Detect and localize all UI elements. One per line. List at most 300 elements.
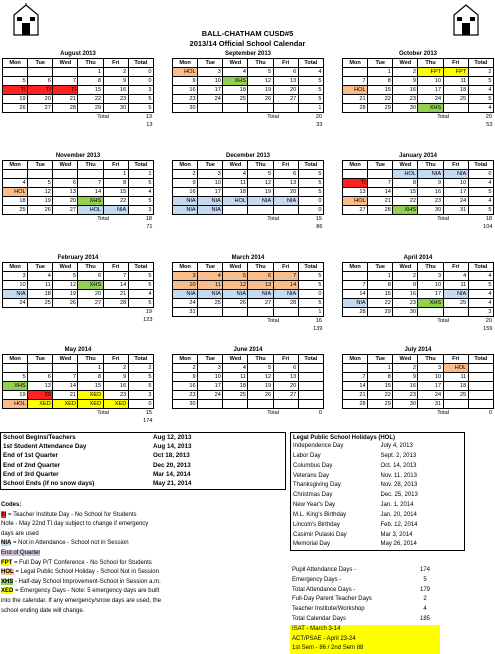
weekday-header: Thu <box>418 263 443 272</box>
day-cell: 1 <box>78 364 103 373</box>
stat-row <box>290 576 495 586</box>
day-cell: 4 <box>223 170 248 179</box>
weekday-header: Thu <box>418 161 443 170</box>
month-name: May 2014 <box>64 347 92 353</box>
stat-row <box>290 586 495 596</box>
holiday-name: Lincoln's Birthday <box>293 521 340 528</box>
week-total: 5 <box>468 95 493 104</box>
day-cell: 26 <box>223 299 248 308</box>
week-total: 3 <box>128 206 153 215</box>
code-description: End of Quarter <box>1 549 41 556</box>
day-cell: NIA <box>223 290 248 299</box>
day-cell: 21 <box>53 95 78 104</box>
week-row <box>3 68 154 77</box>
week-total: 1 <box>128 170 153 179</box>
week-row <box>343 364 494 373</box>
weekday-header: Tue <box>198 355 223 364</box>
day-cell: 23 <box>393 391 418 400</box>
week-row <box>3 86 154 95</box>
weekday-header: Total <box>468 355 493 364</box>
day-cell: 5 <box>248 170 273 179</box>
week-row <box>343 299 494 308</box>
day-cell: 25 <box>28 299 53 308</box>
weekday-header: Tue <box>368 355 393 364</box>
code-key: NIA <box>1 540 12 547</box>
stat-value: 5 <box>423 576 427 583</box>
day-cell: 11 <box>443 281 468 290</box>
week-total <box>298 400 323 409</box>
key-date-row <box>1 442 194 451</box>
weekday-header: Total <box>298 263 323 272</box>
week-total: 4 <box>468 197 493 206</box>
day-cell: 21 <box>368 197 393 206</box>
week-row <box>173 281 324 290</box>
day-cell: 1 <box>78 68 103 77</box>
day-cell: NIA <box>103 206 128 215</box>
weekday-header: Tue <box>28 59 53 68</box>
holiday-date: Jan. 1, 2014 <box>380 502 414 509</box>
weekday-header: Total <box>128 263 153 272</box>
day-cell: 22 <box>368 95 393 104</box>
day-cell: 23 <box>173 391 198 400</box>
day-cell: NIA <box>418 170 443 179</box>
day-cell: 6 <box>53 179 78 188</box>
week-row <box>3 77 154 86</box>
day-cell: 23 <box>173 95 198 104</box>
month-calendar <box>342 254 494 333</box>
day-cell: 29 <box>368 308 393 317</box>
code-row <box>0 520 290 530</box>
week-total <box>298 382 323 391</box>
day-cell: 9 <box>173 373 198 382</box>
key-date-value: Aug 12, 2013 <box>153 434 192 442</box>
day-cell: 2 <box>173 364 198 373</box>
code-description: into the calendar. If any emergency/snow days are used, the <box>1 597 162 604</box>
month-calendar <box>342 346 494 425</box>
day-cell: HOL <box>3 400 28 409</box>
code-row <box>0 539 290 549</box>
day-cell: 7 <box>53 373 78 382</box>
day-cell: 15 <box>368 382 393 391</box>
day-cell: 10 <box>418 77 443 86</box>
week-row <box>173 188 324 197</box>
day-cell <box>53 68 78 77</box>
cumulative-total: 159 <box>483 326 493 333</box>
code-description: Note - May 22nd TI day subject to change if emergency <box>1 521 149 528</box>
weekday-header: Thu <box>248 263 273 272</box>
month-total: 20 <box>485 318 492 325</box>
week-row <box>343 179 494 188</box>
day-cell: 21 <box>53 391 78 400</box>
month-calendar <box>172 346 324 425</box>
day-cell: 28 <box>343 400 368 409</box>
day-cell: 13 <box>343 188 368 197</box>
day-cell: 19 <box>53 290 78 299</box>
holiday-row <box>291 462 464 472</box>
weekday-header: Mon <box>3 161 28 170</box>
day-cell: 19 <box>248 188 273 197</box>
day-cell: 17 <box>443 188 468 197</box>
week-row <box>173 95 324 104</box>
day-cell <box>248 104 273 113</box>
day-cell: 15 <box>78 86 103 95</box>
day-cell: NIA <box>198 290 223 299</box>
day-cell: 16 <box>393 290 418 299</box>
day-cell: 7 <box>368 179 393 188</box>
day-cell: 18 <box>443 382 468 391</box>
week-total: 3 <box>128 391 153 400</box>
day-cell: 6 <box>78 272 103 281</box>
day-cell <box>248 206 273 215</box>
day-cell: HOL <box>78 206 103 215</box>
month-total: 15 <box>315 216 322 223</box>
key-date-row <box>1 451 194 460</box>
day-cell: 14 <box>53 382 78 391</box>
total-label: Total <box>437 216 450 223</box>
day-cell: 11 <box>443 373 468 382</box>
week-row <box>173 364 324 373</box>
day-cell: 28 <box>343 104 368 113</box>
week-total: 5 <box>468 77 493 86</box>
code-description: = Full Day P/T Conference - No School for Students <box>12 559 152 566</box>
total-label: Total <box>267 318 280 325</box>
weekday-header: Wed <box>53 355 78 364</box>
week-row <box>173 179 324 188</box>
day-cell: 11 <box>198 281 223 290</box>
week-total: 5 <box>298 86 323 95</box>
day-cell: 13 <box>28 382 53 391</box>
code-description: = Not in Attendance - School not in Session <box>11 540 129 547</box>
day-cell: 10 <box>3 281 28 290</box>
week-row <box>343 308 494 317</box>
day-cell: NIA <box>3 290 28 299</box>
cumulative-total: 86 <box>316 224 323 231</box>
day-cell: 18 <box>3 197 28 206</box>
day-cell: 7 <box>103 272 128 281</box>
day-cell: 28 <box>343 308 368 317</box>
month-calendar <box>342 50 494 129</box>
day-cell <box>28 364 53 373</box>
day-cell: 24 <box>418 95 443 104</box>
day-cell: 1 <box>368 68 393 77</box>
test-date-row <box>290 644 440 654</box>
cumulative-total: 123 <box>143 317 153 324</box>
weekday-header: Wed <box>223 263 248 272</box>
day-cell <box>273 206 298 215</box>
holiday-name: Columbus Day <box>293 462 333 469</box>
weekday-header: Total <box>298 161 323 170</box>
week-row <box>343 391 494 400</box>
key-date-row <box>1 461 194 470</box>
week-row <box>343 170 494 179</box>
weekday-header: Thu <box>78 59 103 68</box>
week-row <box>173 206 324 215</box>
day-cell: 4 <box>28 272 53 281</box>
day-cell: 10 <box>198 179 223 188</box>
week-total: 4 <box>468 290 493 299</box>
day-cell: 13 <box>248 281 273 290</box>
day-cell: 4 <box>198 272 223 281</box>
day-cell: 11 <box>28 281 53 290</box>
month-name: December 2013 <box>225 153 271 159</box>
day-cell: NIA <box>198 206 223 215</box>
day-cell: 11 <box>223 373 248 382</box>
day-cell: NIA <box>173 197 198 206</box>
day-cell: 5 <box>28 179 53 188</box>
month-table <box>172 160 324 223</box>
code-row <box>0 530 290 540</box>
month-name: October 2013 <box>398 51 438 57</box>
total-label: Total <box>267 114 280 121</box>
day-cell: 26 <box>53 299 78 308</box>
day-cell: HOL <box>443 364 468 373</box>
stat-label: Teacher Institute/Workshop <box>292 606 365 613</box>
day-cell: 14 <box>78 188 103 197</box>
day-cell: 27 <box>78 299 103 308</box>
day-cell: 18 <box>443 86 468 95</box>
day-cell: 24 <box>198 95 223 104</box>
day-cell: 30 <box>418 206 443 215</box>
month-name: July 2014 <box>404 347 432 353</box>
day-cell: 10 <box>198 373 223 382</box>
day-cell: XED <box>78 400 103 409</box>
day-cell: 4 <box>3 179 28 188</box>
day-cell: 15 <box>103 188 128 197</box>
weekday-header: Total <box>468 59 493 68</box>
code-description: school ending date will change. <box>1 607 85 614</box>
week-total: 5 <box>128 281 153 290</box>
day-cell: 30 <box>173 400 198 409</box>
week-row <box>343 373 494 382</box>
code-row <box>0 568 290 578</box>
day-cell <box>3 364 28 373</box>
day-cell: 13 <box>273 179 298 188</box>
day-cell: 10 <box>418 373 443 382</box>
cumulative-total: 104 <box>483 224 493 231</box>
weekday-header: Tue <box>368 263 393 272</box>
total-label: Total <box>97 114 110 121</box>
day-cell: 11 <box>443 77 468 86</box>
day-cell: XHS <box>3 382 28 391</box>
week-row <box>3 382 154 391</box>
week-total: 0 <box>298 206 323 215</box>
weekday-header: Fri <box>443 263 468 272</box>
day-cell: XED <box>28 400 53 409</box>
day-cell: 20 <box>28 95 53 104</box>
cumulative-total <box>172 417 324 425</box>
day-cell: 10 <box>443 179 468 188</box>
day-cell: 26 <box>248 391 273 400</box>
day-cell: 7 <box>343 77 368 86</box>
week-row <box>3 95 154 104</box>
holiday-row <box>291 521 464 531</box>
day-cell <box>418 308 443 317</box>
day-cell: 17 <box>418 290 443 299</box>
day-cell: 9 <box>418 179 443 188</box>
week-total: 5 <box>128 95 153 104</box>
day-cell: 23 <box>393 95 418 104</box>
day-cell <box>443 400 468 409</box>
day-cell <box>273 308 298 317</box>
month-total: 18 <box>145 216 152 223</box>
weekday-header: Mon <box>343 161 368 170</box>
weekday-header: Thu <box>78 355 103 364</box>
holiday-name: Labor Day <box>293 452 321 459</box>
day-cell: XHS <box>78 197 103 206</box>
day-cell: 19 <box>3 391 28 400</box>
holidays-title: Legal Public School Holidays (HOL) <box>290 432 465 442</box>
week-row <box>3 391 154 400</box>
day-cell: 6 <box>273 68 298 77</box>
day-cell: 14 <box>273 281 298 290</box>
day-cell <box>3 170 28 179</box>
cumulative-total: 13 <box>146 122 153 129</box>
week-row <box>343 86 494 95</box>
day-cell: XHS <box>223 77 248 86</box>
day-cell: 14 <box>343 382 368 391</box>
day-cell <box>343 272 368 281</box>
day-cell: 5 <box>248 68 273 77</box>
week-row <box>3 290 154 299</box>
week-total: 0 <box>128 400 153 409</box>
day-cell: 28 <box>368 206 393 215</box>
week-row <box>343 382 494 391</box>
key-dates-table <box>1 433 194 488</box>
week-row <box>173 290 324 299</box>
week-total: 5 <box>468 188 493 197</box>
code-row <box>0 511 290 521</box>
stat-label: Total Calendar Days <box>292 615 347 622</box>
month-table <box>342 354 494 417</box>
test-date: ISAT - March 3-14 <box>292 625 341 632</box>
weekday-header: Total <box>468 161 493 170</box>
weekday-header: Thu <box>78 161 103 170</box>
day-cell: 22 <box>368 391 393 400</box>
week-row <box>343 104 494 113</box>
day-cell: 2 <box>393 272 418 281</box>
week-row <box>343 400 494 409</box>
key-date-label: School Begins/Teachers <box>3 434 76 442</box>
day-cell: 18 <box>28 290 53 299</box>
month-table <box>342 160 494 223</box>
day-cell: 2 <box>173 170 198 179</box>
day-cell: 24 <box>198 391 223 400</box>
weekday-header: Mon <box>343 355 368 364</box>
month-name: November 2013 <box>55 153 101 159</box>
month-calendar <box>2 50 154 129</box>
weekday-header: Total <box>128 355 153 364</box>
day-cell: 19 <box>248 86 273 95</box>
day-cell: 2 <box>393 68 418 77</box>
key-dates-box <box>0 432 286 490</box>
day-cell: 19 <box>248 382 273 391</box>
day-cell: 20 <box>273 382 298 391</box>
month-name: April 2014 <box>403 255 433 261</box>
week-total: 5 <box>298 272 323 281</box>
test-date: ACT/PSAE - April 23-24 <box>292 635 356 642</box>
week-total: 5 <box>128 272 153 281</box>
weekday-header: Tue <box>198 263 223 272</box>
day-cell: 17 <box>198 188 223 197</box>
weekday-header: Fri <box>443 161 468 170</box>
code-description: = Legal Public School Holiday - School Not in Session <box>13 569 159 576</box>
week-total: 5 <box>128 373 153 382</box>
day-cell <box>28 170 53 179</box>
month-total: 0 <box>318 410 322 417</box>
key-date-value: May 21, 2014 <box>153 480 192 488</box>
week-row <box>173 400 324 409</box>
day-cell <box>223 308 248 317</box>
week-row <box>3 188 154 197</box>
day-cell: 30 <box>393 308 418 317</box>
month-calendar <box>342 152 494 231</box>
holiday-row <box>291 531 464 541</box>
code-description: - Half-day School Improvement-School in Session a.m. <box>13 578 161 585</box>
week-row <box>173 68 324 77</box>
weekday-header: Tue <box>368 161 393 170</box>
week-total: 5 <box>128 179 153 188</box>
week-row <box>173 272 324 281</box>
week-total: 4 <box>128 188 153 197</box>
week-total: 4 <box>468 86 493 95</box>
month-table <box>2 160 154 223</box>
code-description: = Teacher Institute Day - No School for Students <box>6 511 137 518</box>
month-name: February 2014 <box>57 255 99 261</box>
code-row <box>0 607 290 617</box>
holiday-list <box>290 442 465 551</box>
week-total: 2 <box>128 364 153 373</box>
holiday-row <box>291 540 464 550</box>
week-total: 5 <box>298 188 323 197</box>
day-cell: 12 <box>53 281 78 290</box>
day-cell: 16 <box>173 188 198 197</box>
day-cell: 6 <box>28 77 53 86</box>
day-cell: 8 <box>103 179 128 188</box>
holiday-name: Memorial Day <box>293 541 331 548</box>
week-row <box>343 290 494 299</box>
holiday-name: Christmas Day <box>293 492 333 499</box>
day-cell: XHS <box>78 281 103 290</box>
holidays-section <box>290 432 495 551</box>
day-cell: HOL <box>223 197 248 206</box>
key-date-label: End of 2nd Quarter <box>3 461 61 469</box>
weekday-header: Tue <box>368 59 393 68</box>
day-cell: TI <box>3 86 28 95</box>
day-cell: 13 <box>273 77 298 86</box>
week-row <box>3 281 154 290</box>
weekday-header: Tue <box>198 161 223 170</box>
weekday-header: Fri <box>103 59 128 68</box>
day-cell: 7 <box>78 179 103 188</box>
day-cell: 25 <box>223 391 248 400</box>
codes-legend <box>0 501 290 616</box>
stat-label: Emergency Days - <box>292 576 342 583</box>
weekday-header: Wed <box>223 59 248 68</box>
day-cell: 28 <box>53 104 78 113</box>
total-label: Total <box>437 114 450 121</box>
day-cell: 23 <box>393 299 418 308</box>
week-total: 5 <box>298 299 323 308</box>
day-cell: HOL <box>343 197 368 206</box>
week-row <box>3 400 154 409</box>
code-row <box>0 597 290 607</box>
stat-value: 179 <box>419 586 430 593</box>
week-total <box>468 382 493 391</box>
weekday-header: Fri <box>273 59 298 68</box>
cumulative-total <box>342 417 494 425</box>
day-cell: FPT <box>443 68 468 77</box>
day-cell: XHS <box>393 206 418 215</box>
